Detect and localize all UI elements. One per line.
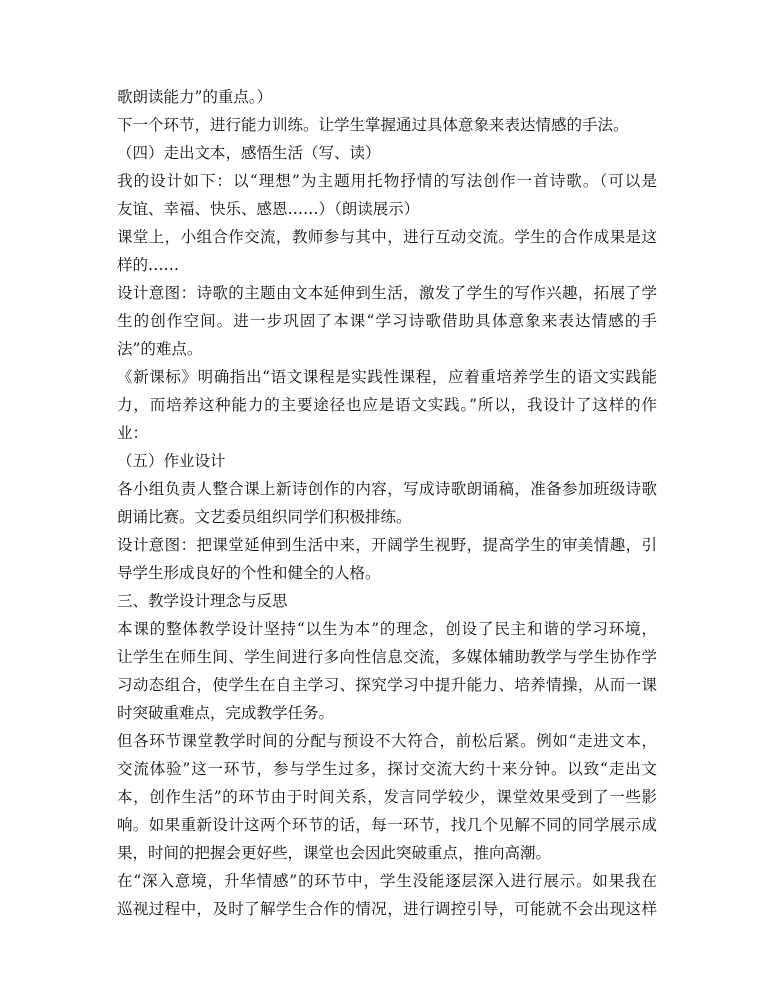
text-line: 《新课标》明确指出“语文课程是实践性课程，应着重培养学生的语文实践能 [117,368,657,386]
text-line: 导学生形成良好的个性和健全的人格。 [117,564,381,582]
text-line: 设计意图：诗歌的主题由文本延伸到生活，激发了学生的写作兴趣，拓展了学 [117,284,657,302]
text-line: 朗诵比赛。文艺委员组织同学们积极排练。 [117,508,412,526]
text-line: 时突破重难点，完成教学任务。 [117,704,335,722]
text-line: 交流体验”这一环节，参与学生过多，探讨交流大约十来分钟。以致“走出文 [117,760,657,778]
text-line: 力，而培养这种能力的主要途径也应是语文实践。”所以，我设计了这样的作 [117,396,657,414]
text-line: 各小组负责人整合课上新诗创作的内容，写成诗歌朗诵稿，准备参加班级诗歌 [117,480,657,498]
text-line: 下一个环节，进行能力训练。让学生掌握通过具体意象来表达情感的手法。 [117,116,629,134]
text-line: 业： [117,424,149,442]
text-line: 果，时间的把握会更好些，课堂也会因此突破重点，推向高潮。 [117,844,552,862]
section-heading: （五）作业设计 [117,452,226,470]
text-line: 歌朗读能力”的重点。） [117,88,273,106]
text-line: 让学生在师生间、学生间进行多向性信息交流，多媒体辅助教学与学生协作学 [117,648,657,666]
text-line: 生的创作空间。进一步巩固了本课“学习诗歌借助具体意象来表达情感的手 [117,312,657,330]
text-line: 法”的难点。 [117,340,203,358]
text-line: 样的…… [117,256,180,274]
text-line: 我的设计如下：以“理想”为主题用托物抒情的写法创作一首诗歌。（可以是 [117,172,657,190]
text-line: 本课的整体教学设计坚持“以生为本”的理念，创设了民主和谐的学习环境， [117,620,657,638]
text-line: 本，创作生活”的环节由于时间关系，发言同学较少，课堂效果受到了一些影 [117,788,657,806]
text-line: 习动态组合，使学生在自主学习、探究学习中提升能力、培养情操，从而一课 [117,676,657,694]
text-line: 课堂上，小组合作交流，教师参与其中，进行互动交流。学生的合作成果是这 [117,228,657,246]
text-line: 在“深入意境，升华情感”的环节中，学生没能逐层深入进行展示。如果我在 [117,872,657,890]
text-line: 但各环节课堂教学时间的分配与预设不大符合，前松后紧。例如“走进文本， [117,732,657,750]
section-heading: 三、教学设计理念与反思 [117,592,288,610]
text-line: 友谊、幸福、快乐、感恩……）（朗读展示） [117,200,420,218]
text-line: 设计意图：把课堂延伸到生活中来，开阔学生视野，提高学生的审美情趣，引 [117,536,657,554]
section-heading: （四）走出文本，感悟生活（写、读） [117,144,381,162]
text-line: 响。如果重新设计这两个环节的话，每一环节，找几个见解不同的同学展示成 [117,816,657,834]
text-line: 巡视过程中，及时了解学生合作的情况，进行调控引导，可能就不会出现这样 [117,900,657,918]
